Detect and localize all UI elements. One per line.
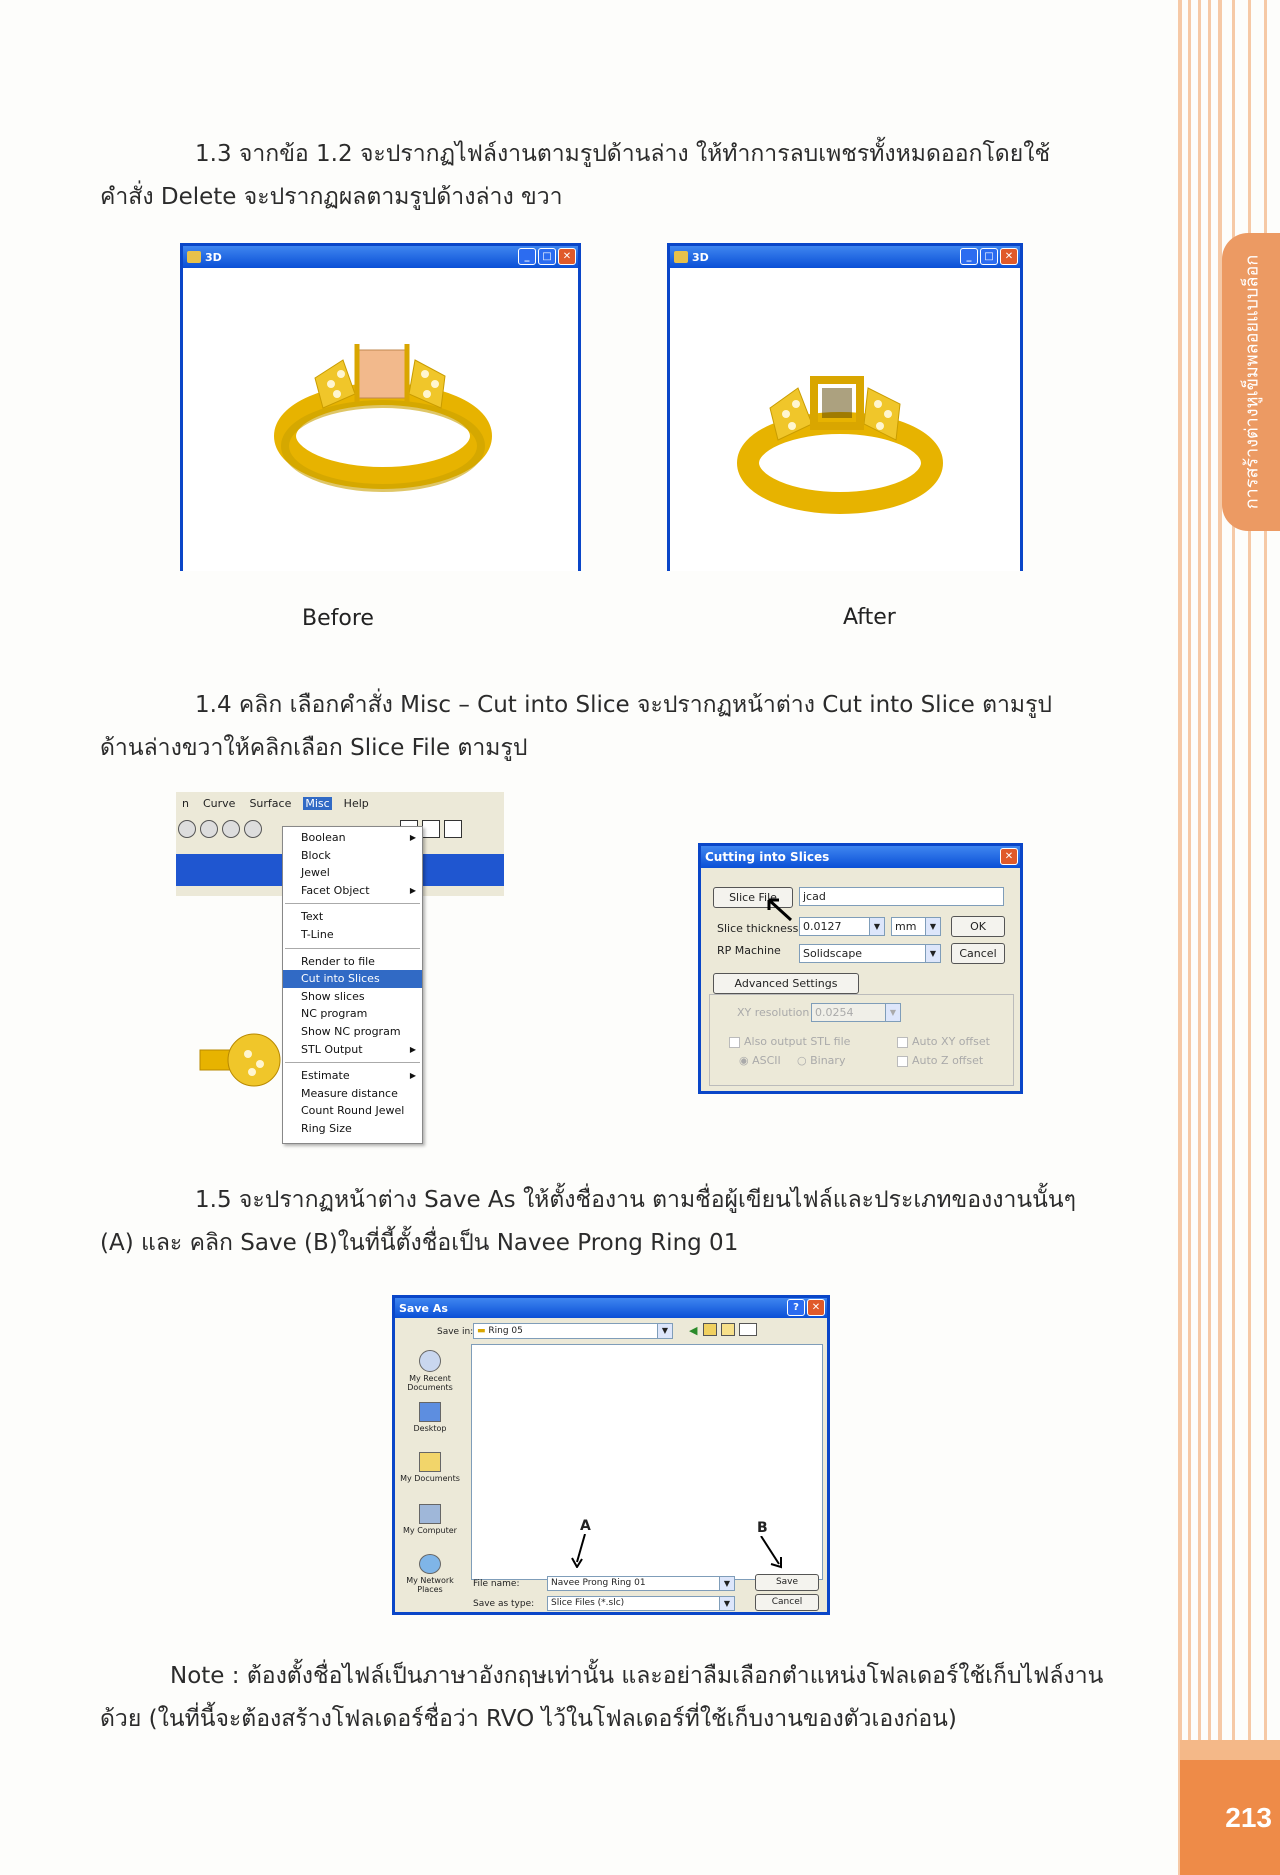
tool-icon[interactable] <box>244 820 262 838</box>
save-in-label: Save in: <box>437 1327 474 1337</box>
cursor-arrow-icon <box>767 898 793 924</box>
menu-cut-into-slices[interactable]: Cut into Slices <box>283 970 422 988</box>
section-1-3-paragraph <box>100 133 1105 219</box>
chapter-side-tab <box>1222 233 1280 531</box>
maximize-button[interactable]: □ <box>538 248 556 265</box>
menu-separator <box>285 1062 420 1063</box>
page-number-band <box>1180 1740 1280 1760</box>
menu-facet-object[interactable]: Facet Object ▶ <box>283 882 422 900</box>
save-as-type-label: Save as type: <box>473 1599 535 1609</box>
close-button[interactable]: ✕ <box>1000 248 1018 265</box>
ascii-radio: ◉ ASCII <box>739 1054 781 1067</box>
section-1-4-line2: ด้านล่างขวาให้คลิกเลือก Slice File ตามรูป <box>100 735 528 761</box>
section-1-5-line2: (A) และ คลิก Save (B)ในที่นี้ตั้งชื่อเป็น Navee Prong Ring 01 <box>100 1230 739 1256</box>
arrow-b-icon <box>757 1536 787 1570</box>
xy-resolution-label: XY resolution <box>737 1006 810 1019</box>
dialog-title: Cutting into Slices <box>705 850 830 864</box>
decor-stripe <box>1178 0 1182 1875</box>
radio-selected-icon: ◉ <box>739 1054 753 1067</box>
dropdown-arrow-icon[interactable]: ▼ <box>869 918 884 935</box>
menu-boolean[interactable]: Boolean ▶ <box>283 829 422 847</box>
ok-button[interactable]: OK <box>951 916 1005 937</box>
save-as-type-select[interactable]: Slice Files (*.slc) ▼ <box>547 1596 735 1611</box>
section-1-5-paragraph <box>100 1179 1105 1265</box>
back-icon[interactable]: ◀ <box>689 1324 698 1337</box>
menu-item-surface[interactable]: Surface <box>249 796 292 810</box>
window-3d-after <box>667 243 1023 571</box>
place-desktop[interactable]: Desktop <box>399 1402 461 1433</box>
section-1-3-line1: 1.3 จากข้อ 1.2 จะปรากฏไฟล์งานตามรูปด้านล่าง ให้ทำการลบเพชรทั้งหมดออกโดยใช้ <box>195 141 1051 167</box>
note-line2: ด้วย (ในที่นี้จะต้องสร้างโฟลเดอร์ชื่อว่า RVO ไว้ในโฟลเดอร์ที่ใช้เก็บงานของตัวเองก่อน) <box>100 1706 957 1732</box>
radio-icon: ○ <box>797 1054 811 1067</box>
menu-show-slices[interactable]: Show slices <box>301 989 365 1003</box>
menu-separator <box>285 903 420 904</box>
file-name-field[interactable]: Navee Prong Ring 01 ▼ <box>547 1576 735 1591</box>
save-in-select[interactable]: ▬ Ring 05 ▼ <box>473 1323 673 1339</box>
dialog-title-bar <box>701 846 1020 868</box>
close-button[interactable]: ✕ <box>807 1299 825 1316</box>
file-name-label: File name: <box>473 1579 520 1589</box>
app-icon <box>187 251 201 263</box>
places-bar <box>399 1344 461 1610</box>
minimize-button[interactable]: _ <box>518 248 536 265</box>
menu-item-help[interactable]: Help <box>343 796 369 810</box>
dropdown-arrow-icon[interactable]: ▼ <box>925 918 940 935</box>
minimize-button[interactable]: _ <box>960 248 978 265</box>
cutting-into-slices-dialog <box>698 843 1023 1094</box>
submenu-arrow-icon: ▶ <box>409 885 416 895</box>
binary-radio: ○ Binary <box>797 1054 846 1067</box>
menu-estimate[interactable]: Estimate ▶ <box>283 1067 422 1085</box>
desktop-icon <box>419 1402 441 1422</box>
ring-after-image <box>670 268 1020 568</box>
new-folder-icon[interactable] <box>721 1323 735 1336</box>
menu-block[interactable]: Block <box>301 848 331 862</box>
decor-stripe <box>1188 0 1191 1875</box>
slice-thickness-field[interactable]: 0.0127 ▼ <box>799 917 885 936</box>
rp-machine-label: RP Machine <box>717 944 781 957</box>
place-my-network-places[interactable]: My Network Places <box>399 1554 461 1594</box>
dialog-title: Save As <box>399 1301 448 1315</box>
up-folder-icon[interactable] <box>703 1323 717 1336</box>
tool-icon[interactable] <box>178 820 196 838</box>
menu-count-round-jewel[interactable]: Count Round Jewel <box>301 1104 405 1118</box>
ring-before-image <box>183 268 578 568</box>
menu-show-nc-program[interactable]: Show NC program <box>301 1024 401 1038</box>
menu-jewel[interactable]: Jewel <box>301 866 330 880</box>
close-button[interactable]: ✕ <box>1000 848 1018 865</box>
help-button[interactable]: ? <box>787 1299 805 1316</box>
page-number-box <box>1180 1760 1280 1875</box>
caption-before: Before <box>302 606 374 631</box>
view-horizontal-icon[interactable] <box>444 820 462 838</box>
menu-item-misc[interactable]: Misc <box>305 796 330 810</box>
page-number: 213 <box>1225 1802 1272 1833</box>
advanced-settings-button[interactable]: Advanced Settings <box>713 973 859 994</box>
dropdown-arrow-icon[interactable]: ▼ <box>925 945 940 962</box>
decor-stripe <box>1208 0 1211 1875</box>
menu-t-line[interactable]: T-Line <box>301 927 334 941</box>
slice-thickness-label: Slice thickness <box>717 922 799 935</box>
close-button[interactable]: ✕ <box>558 248 576 265</box>
also-output-stl-checkbox: Also output STL file <box>729 1035 850 1048</box>
menu-item-n[interactable]: n <box>182 796 189 810</box>
submenu-arrow-icon: ▶ <box>409 1044 416 1054</box>
cancel-button[interactable]: Cancel <box>755 1594 819 1611</box>
menu-separator <box>285 948 420 949</box>
folder-icon: ▬ <box>477 1326 489 1336</box>
decor-stripe <box>1198 0 1201 1875</box>
dropdown-arrow-icon[interactable]: ▼ <box>719 1577 734 1590</box>
menu-item-curve[interactable]: Curve <box>202 796 236 810</box>
maximize-button[interactable]: □ <box>980 248 998 265</box>
submenu-arrow-icon: ▶ <box>409 1071 416 1081</box>
my-documents-icon <box>419 1452 441 1472</box>
window-title-bar <box>670 246 1020 268</box>
marker-b: B <box>757 1520 768 1536</box>
ring-thumbnail-image <box>196 1020 286 1110</box>
view-split-icon[interactable] <box>422 820 440 838</box>
save-as-dialog <box>392 1295 830 1615</box>
menu-measure-distance[interactable]: Measure distance <box>301 1086 398 1100</box>
place-my-recent-documents[interactable]: My Recent Documents <box>399 1350 461 1392</box>
marker-a: A <box>580 1518 591 1534</box>
menu-render-to-file[interactable]: Render to file <box>301 954 375 968</box>
menu-text[interactable]: Text <box>301 910 324 924</box>
save-button[interactable]: Save <box>755 1574 819 1591</box>
section-1-5-line1: 1.5 จะปรากฏหน้าต่าง Save As ให้ตั้งชื่องาน ตามชื่อผู้เขียนไฟล์และประเภทของงานนั้นๆ <box>195 1187 1076 1213</box>
rp-machine-select[interactable]: Solidscape ▼ <box>799 944 941 963</box>
auto-xy-offset-checkbox: Auto XY offset <box>897 1035 990 1048</box>
menubar <box>176 792 504 814</box>
window-title: 3D <box>205 250 222 264</box>
menu-stl-output[interactable]: STL Output ▶ <box>283 1041 422 1059</box>
window-3d-before <box>180 243 581 571</box>
tool-icon[interactable] <box>200 820 218 838</box>
caption-after: After <box>843 605 896 630</box>
menu-ring-size[interactable]: Ring Size <box>301 1121 352 1135</box>
unit-select[interactable]: mm ▼ <box>891 917 941 936</box>
submenu-arrow-icon: ▶ <box>409 833 416 842</box>
dropdown-arrow-icon: ▼ <box>885 1004 900 1021</box>
chapter-side-tab-text: การสร้างต่างหูเข็มพลอยแบบล็อก <box>1241 254 1263 510</box>
window-title: 3D <box>692 250 709 264</box>
dropdown-arrow-icon[interactable]: ▼ <box>657 1324 672 1338</box>
app-icon <box>674 251 688 263</box>
section-1-4-paragraph <box>100 684 1105 770</box>
window-title-bar <box>183 246 578 268</box>
dropdown-arrow-icon[interactable]: ▼ <box>719 1597 734 1610</box>
note-paragraph <box>100 1655 1105 1741</box>
arrow-a-icon <box>571 1534 591 1568</box>
cancel-button[interactable]: Cancel <box>951 943 1005 964</box>
misc-dropdown-menu <box>282 826 423 1144</box>
tool-icon[interactable] <box>222 820 240 838</box>
slice-file-button[interactable]: Slice File <box>713 887 793 908</box>
my-computer-icon <box>419 1504 441 1524</box>
note-line1: Note : ต้องตั้งชื่อไฟล์เป็นภาษาอังกฤษเท่านั้น และอย่าลืมเลือกตำแหน่งโฟลเดอร์ใช้เก็บไฟล์งาน <box>170 1663 1104 1689</box>
network-places-icon <box>419 1554 441 1574</box>
recent-documents-icon <box>419 1350 441 1372</box>
view-menu-icon[interactable] <box>739 1323 757 1336</box>
place-my-computer[interactable]: My Computer <box>399 1504 461 1535</box>
auto-z-offset-checkbox: Auto Z offset <box>897 1054 983 1067</box>
slice-file-field[interactable]: jcad <box>799 887 1004 906</box>
xy-resolution-field: 0.0254 ▼ <box>811 1003 901 1022</box>
section-1-3-line2: คำสั่ง Delete จะปรากฏผลตามรูปด้างล่าง ขวา <box>100 184 563 210</box>
menu-nc-program[interactable]: NC program <box>301 1007 368 1021</box>
place-my-documents[interactable]: My Documents <box>399 1452 461 1483</box>
dialog-title-bar <box>395 1298 827 1318</box>
section-1-4-line1: 1.4 คลิก เลือกคำสั่ง Misc – Cut into Slice จะปรากฏหน้าต่าง Cut into Slice ตามรูป <box>195 692 1053 718</box>
